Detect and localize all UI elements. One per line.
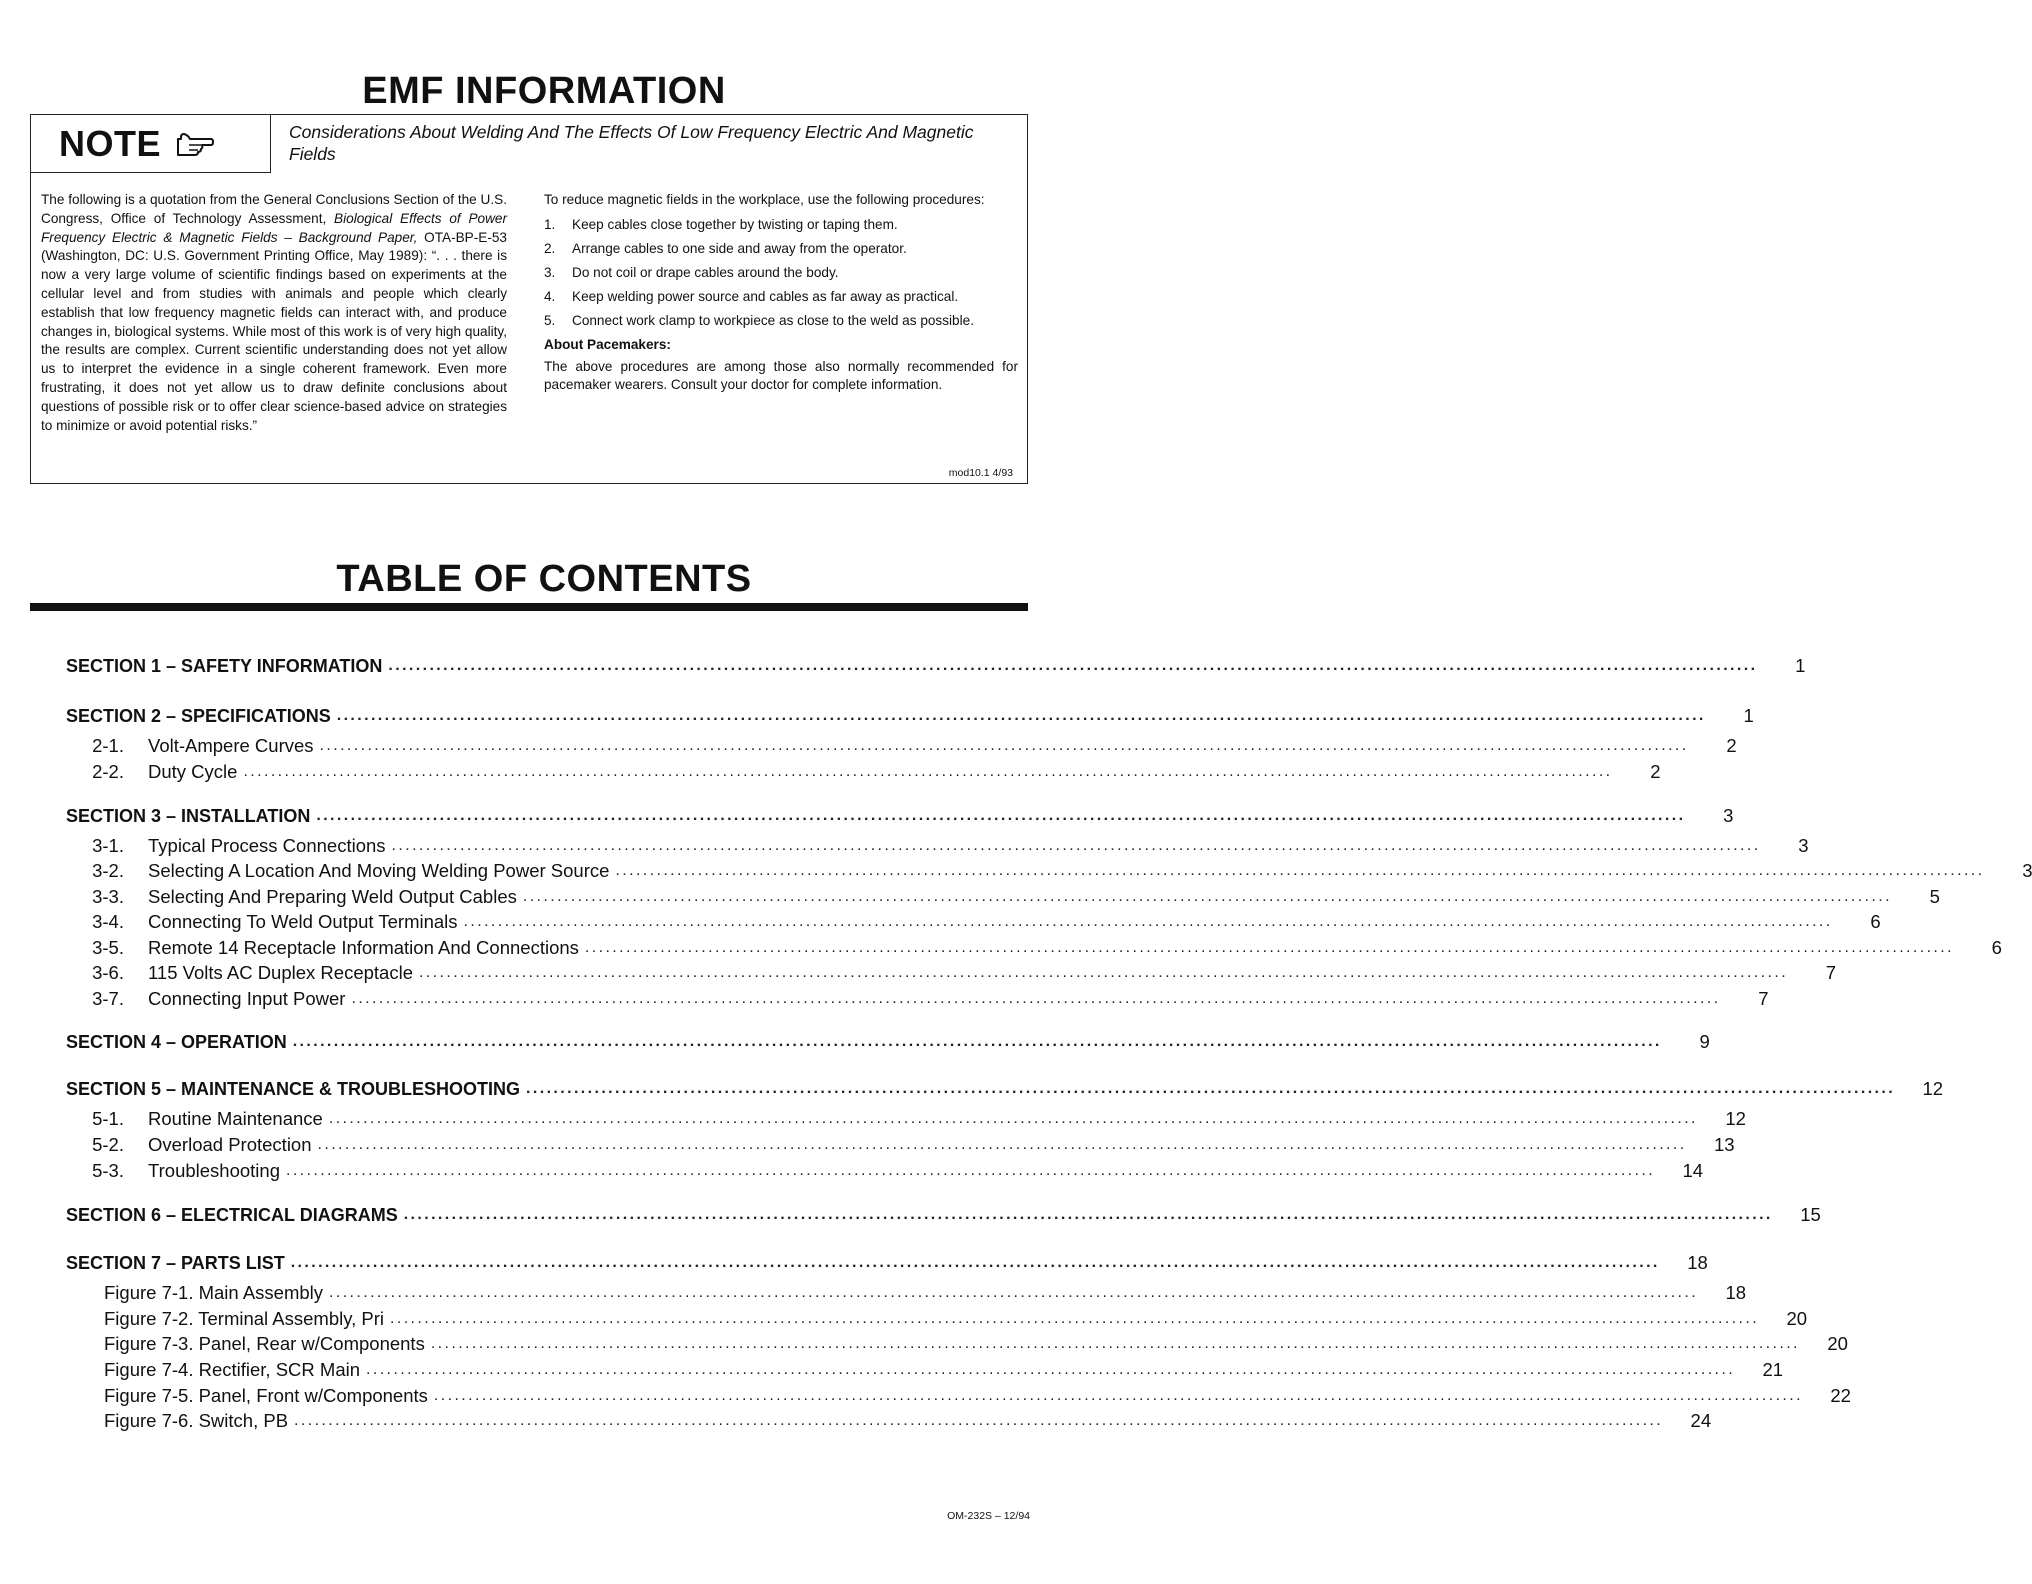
toc-entry-label: Duty Cycle — [148, 761, 238, 782]
toc-entry-lead — [0, 1281, 1698, 1305]
toc-dot-leader: ........................................................................................................................................................................................................ — [316, 807, 1686, 824]
toc-subsection-entry[interactable] — [0, 1133, 1735, 1157]
procedure-number: 3. — [544, 264, 556, 280]
procedure-text: Do not coil or drape cables around the body. — [572, 264, 839, 280]
procedure-item — [544, 288, 1018, 305]
toc-entry-label: Overload Protection — [148, 1134, 312, 1155]
toc-entry-page: 13 — [1714, 1134, 1735, 1155]
toc-entry-page: 22 — [1830, 1385, 1851, 1406]
toc-entry-lead — [0, 1030, 1662, 1054]
toc-entry-page: 1 — [1795, 655, 1806, 676]
toc-dot-leader: ........................................................................................................................................................................................................ — [366, 1361, 1736, 1378]
procedure-item — [544, 264, 1018, 281]
procedure-number: 5. — [544, 312, 556, 328]
toc-section-entry[interactable] — [0, 804, 1734, 828]
toc-entry-page: 6 — [1870, 911, 1881, 932]
procedures-column — [544, 191, 1018, 394]
procedure-text: Keep cables close together by twisting or taping them. — [572, 216, 898, 232]
toc-entry-label: Volt-Ampere Curves — [148, 735, 314, 756]
toc-subsection-entry[interactable] — [0, 910, 1881, 934]
note-label: NOTE — [59, 122, 162, 164]
toc-dot-leader: ........................................................................................................................................................................................................ — [418, 964, 1789, 981]
toc-entry-label: Connecting Input Power — [148, 988, 346, 1009]
toc-entry-lead — [0, 1077, 1895, 1101]
procedure-item — [544, 216, 1018, 233]
pacemakers-text: The above procedures are among those also normally recommended for pacemaker wearers. Consult your doctor for complete information. — [544, 359, 1018, 392]
toc-entry-lead — [0, 1251, 1660, 1275]
toc-entry-lead — [0, 885, 1892, 909]
toc-entry-lead — [0, 654, 1757, 678]
toc-entry-number: 5-3. — [92, 1160, 124, 1181]
toc-entry-label: Connecting To Weld Output Terminals — [148, 911, 458, 932]
procedures-list — [544, 216, 1018, 329]
toc-entry-label: Figure 7-3. Panel, Rear w/Components — [104, 1333, 425, 1354]
toc-entry-page: 2 — [1726, 735, 1737, 756]
toc-entry-label: Troubleshooting — [148, 1160, 280, 1181]
toc-entry-number: 3-6. — [92, 962, 124, 983]
toc-subsection-entry[interactable] — [0, 859, 2032, 883]
toc-entry-lead — [0, 1384, 1803, 1408]
procedure-text: Arrange cables to one side and away from the operator. — [572, 240, 907, 256]
toc-entry-lead — [0, 760, 1613, 784]
toc-dot-leader: ........................................................................................................................................................................................................ — [292, 1033, 1662, 1050]
document-code: OM-232S – 12/94 — [947, 1510, 1030, 1522]
toc-subsection-entry[interactable] — [0, 987, 1769, 1011]
procedures-intro: To reduce magnetic fields in the workplace, use the following procedures: — [544, 192, 985, 207]
toc-entry-page: 24 — [1690, 1410, 1712, 1431]
toc-dot-leader: ........................................................................................................................................................................................................ — [328, 1110, 1698, 1127]
toc-entry-page: 9 — [1699, 1031, 1710, 1052]
toc-entry-label: Remote 14 Receptacle Information And Connections — [148, 937, 579, 958]
toc-entry-number: 3-3. — [92, 886, 124, 907]
note-caption: Considerations About Welding And The Effects Of Low Frequency Electric And Magnetic Fields — [289, 122, 974, 164]
toc-entry-page: 20 — [1827, 1333, 1848, 1354]
toc-entry-page: 3 — [1723, 805, 1734, 826]
toc-dot-leader: ........................................................................................................................................................................................................ — [294, 1412, 1664, 1429]
toc-figure-entry[interactable] — [0, 1332, 1848, 1356]
toc-section-entry[interactable] — [0, 1251, 1708, 1275]
procedure-item — [544, 312, 1018, 329]
toc-entry-lead — [0, 734, 1689, 758]
toc-entry-page: 18 — [1725, 1282, 1747, 1303]
toc-subsection-entry[interactable] — [0, 936, 2002, 960]
toc-section-entry[interactable] — [0, 654, 1806, 678]
note-box — [31, 115, 271, 173]
toc-entry-label: Figure 7-5. Panel, Front w/Components — [104, 1385, 428, 1406]
toc-entry-label: Selecting A Location And Moving Welding Power Source — [148, 860, 610, 881]
toc-dot-leader: ........................................................................................................................................................................................................ — [329, 1284, 1699, 1301]
toc-entry-lead — [0, 1133, 1687, 1157]
toc-entry-lead — [0, 804, 1685, 828]
toc-section-entry[interactable] — [0, 704, 1754, 728]
quotation-source-title: Biological Effects of Power Frequency Electric & Magnetic Fields – Background Paper, — [41, 210, 507, 245]
toc-dot-leader: ........................................................................................................................................................................................................ — [285, 1162, 1656, 1179]
toc-entry-page: 3 — [2022, 860, 2032, 881]
emf-title: EMF INFORMATION — [362, 70, 726, 112]
toc-figure-entry[interactable] — [0, 1409, 1712, 1433]
toc-section-entry[interactable] — [0, 1030, 1710, 1054]
toc-entry-page: 12 — [1922, 1078, 1944, 1099]
toc-entry-page: 20 — [1786, 1308, 1808, 1329]
toc-entry-lead — [0, 704, 1706, 728]
toc-subsection-entry[interactable] — [0, 885, 1940, 909]
quotation-text — [41, 191, 507, 435]
toc-section-entry[interactable] — [0, 1077, 1944, 1101]
toc-entry-page: 18 — [1687, 1252, 1708, 1273]
toc-dot-leader: ........................................................................................................................................................................................................ — [351, 990, 1721, 1007]
toc-entry-lead — [0, 1307, 1759, 1331]
toc-entry-lead — [0, 1107, 1698, 1131]
toc-subsection-entry[interactable] — [0, 1159, 1704, 1183]
toc-figure-entry[interactable] — [0, 1384, 1851, 1408]
toc-dot-leader: ........................................................................................................................................................................................................ — [522, 888, 1892, 905]
toc-entry-label: SECTION 3 – INSTALLATION — [66, 806, 311, 826]
toc-section-entry[interactable] — [0, 1203, 1821, 1227]
toc-entry-number: 2-1. — [92, 735, 124, 756]
toc-dot-leader: ........................................................................................................................................................................................................ — [615, 862, 1985, 879]
toc-subsection-entry[interactable] — [0, 834, 1809, 858]
toc-entry-label: SECTION 7 – PARTS LIST — [66, 1253, 285, 1273]
toc-entry-page: 6 — [1991, 937, 2002, 958]
toc-entry-page: 7 — [1825, 962, 1837, 983]
toc-dot-leader: ........................................................................................................................................................................................................ — [433, 1387, 1803, 1404]
emf-box — [30, 114, 1028, 484]
toc-entry-page: 7 — [1758, 988, 1769, 1009]
toc-entry-label: SECTION 6 – ELECTRICAL DIAGRAMS — [66, 1205, 398, 1225]
toc-dot-leader: ........................................................................................................................................................................................................ — [336, 707, 1706, 724]
toc-entry-lead — [0, 1332, 1800, 1356]
toc-entry-page: 5 — [1929, 886, 1940, 907]
toc-dot-leader: ........................................................................................................................................................................................................ — [388, 657, 1758, 674]
pointing-hand-icon — [175, 130, 215, 158]
toc-entry-number: 2-2. — [92, 761, 124, 782]
toc-figure-entry[interactable] — [0, 1281, 1747, 1305]
toc-dot-leader: ........................................................................................................................................................................................................ — [403, 1206, 1773, 1223]
toc-entry-number: 3-2. — [92, 860, 124, 881]
toc-entry-number: 3-5. — [92, 937, 124, 958]
toc-entry-label: Selecting And Preparing Weld Output Cables — [148, 886, 517, 907]
toc-entry-page: 2 — [1650, 761, 1661, 782]
pacemakers-heading: About Pacemakers: — [544, 336, 671, 352]
toc-subsection-entry[interactable] — [0, 1107, 1746, 1131]
toc-entry-lead — [0, 1409, 1663, 1433]
toc-entry-label: Typical Process Connections — [148, 835, 386, 856]
toc-entry-lead — [0, 1203, 1773, 1227]
toc-subsection-entry[interactable] — [0, 734, 1737, 758]
procedure-text: Connect work clamp to workpiece as close to the weld as possible. — [572, 312, 974, 328]
procedure-item — [544, 240, 1018, 257]
toc-dot-leader: ........................................................................................................................................................................................................ — [390, 1310, 1760, 1327]
toc-entry-page: 12 — [1725, 1108, 1746, 1129]
toc-entry-label: SECTION 5 – MAINTENANCE & TROUBLESHOOTING — [66, 1079, 521, 1099]
toc-entry-label: Figure 7-1. Main Assembly — [104, 1282, 324, 1303]
toc-entry-page: 14 — [1682, 1160, 1704, 1181]
toc-figure-entry[interactable] — [0, 1358, 1784, 1382]
toc-entry-lead — [0, 1358, 1735, 1382]
toc-entry-lead — [0, 1159, 1655, 1183]
toc-entry-lead — [0, 859, 1984, 883]
toc-dot-leader: ........................................................................................................................................................................................................ — [243, 763, 1613, 780]
toc-entry-number: 3-1. — [92, 835, 124, 856]
procedure-number: 1. — [544, 216, 556, 232]
toc-entry-page: 15 — [1800, 1204, 1821, 1225]
toc-entry-label: Figure 7-6. Switch, PB — [104, 1410, 289, 1431]
toc-entry-lead — [0, 936, 1954, 960]
toc-entry-number: 5-2. — [92, 1134, 124, 1155]
toc-entry-lead — [0, 961, 1788, 985]
toc-entry-label: Figure 7-2. Terminal Assembly, Pri — [104, 1308, 384, 1329]
toc-entry-number: 3-4. — [92, 911, 124, 932]
toc-entry-number: 5-1. — [92, 1108, 124, 1129]
toc-subsection-entry[interactable] — [0, 961, 1837, 985]
procedure-number: 4. — [544, 288, 556, 304]
toc-dot-leader: ........................................................................................................................................................................................................ — [430, 1335, 1800, 1352]
toc-entry-label: 115 Volts AC Duplex Receptacle — [148, 962, 413, 983]
toc-figure-entry[interactable] — [0, 1307, 1808, 1331]
toc-entry-lead — [0, 834, 1761, 858]
toc-entry-lead — [0, 910, 1833, 934]
toc-entry-label: Routine Maintenance — [148, 1108, 323, 1129]
toc-entry-lead — [0, 987, 1721, 1011]
toc-divider-bar — [30, 603, 1028, 611]
toc-entry-number: 3-7. — [92, 988, 124, 1009]
toc-dot-leader: ........................................................................................................................................................................................................ — [584, 939, 1954, 956]
toc-subsection-entry[interactable] — [0, 760, 1661, 784]
procedure-text: Keep welding power source and cables as far away as practical. — [572, 288, 959, 304]
quotation-intro: The following is a quotation from the General Conclusions Section of the U.S. Congress, Office of Technology Assessment, — [41, 192, 507, 226]
toc-entry-page: 3 — [1798, 835, 1809, 856]
toc-dot-leader: ........................................................................................................................................................................................................ — [526, 1080, 1896, 1097]
toc-dot-leader: ........................................................................................................................................................................................................ — [290, 1254, 1660, 1271]
toc-entry-page: 1 — [1743, 705, 1754, 726]
toc-dot-leader: ........................................................................................................................................................................................................ — [463, 913, 1833, 930]
toc-entry-label: SECTION 4 – OPERATION — [66, 1032, 287, 1052]
toc-entry-label: Figure 7-4. Rectifier, SCR Main — [104, 1359, 361, 1380]
toc-dot-leader: ........................................................................................................................................................................................................ — [319, 737, 1689, 754]
toc-dot-leader: ........................................................................................................................................................................................................ — [391, 837, 1761, 854]
toc-entry-label: SECTION 1 – SAFETY INFORMATION — [66, 656, 383, 676]
procedure-number: 2. — [544, 240, 556, 256]
quotation-body: OTA-BP-E-53 (Washington, DC: U.S. Government Printing Office, May 1989): “. . . there is now a very large volume of scientific findings based on experiments at the cellular level and from studies with animals and people which clearly establish that low frequency magnetic fields can interact with, and produce changes in, biological systems. While most of this work is of very high quality, the results are complex. Current scientific understanding does not yet allow us to interpret the evidence in a single coherent framework. Even more frustrating, it does not yet allow us to draw definite conclusions about questions of possible risk or to offer clear science-based advice on strategies to minimize or avoid potential risks.” — [41, 229, 507, 433]
toc-entry-label: SECTION 2 – SPECIFICATIONS — [66, 706, 331, 726]
toc-entry-page: 21 — [1762, 1359, 1784, 1380]
toc-title: TABLE OF CONTENTS — [336, 558, 752, 600]
mod-code: mod10.1 4/93 — [948, 467, 1013, 479]
toc-dot-leader: ........................................................................................................................................................................................................ — [317, 1136, 1687, 1153]
